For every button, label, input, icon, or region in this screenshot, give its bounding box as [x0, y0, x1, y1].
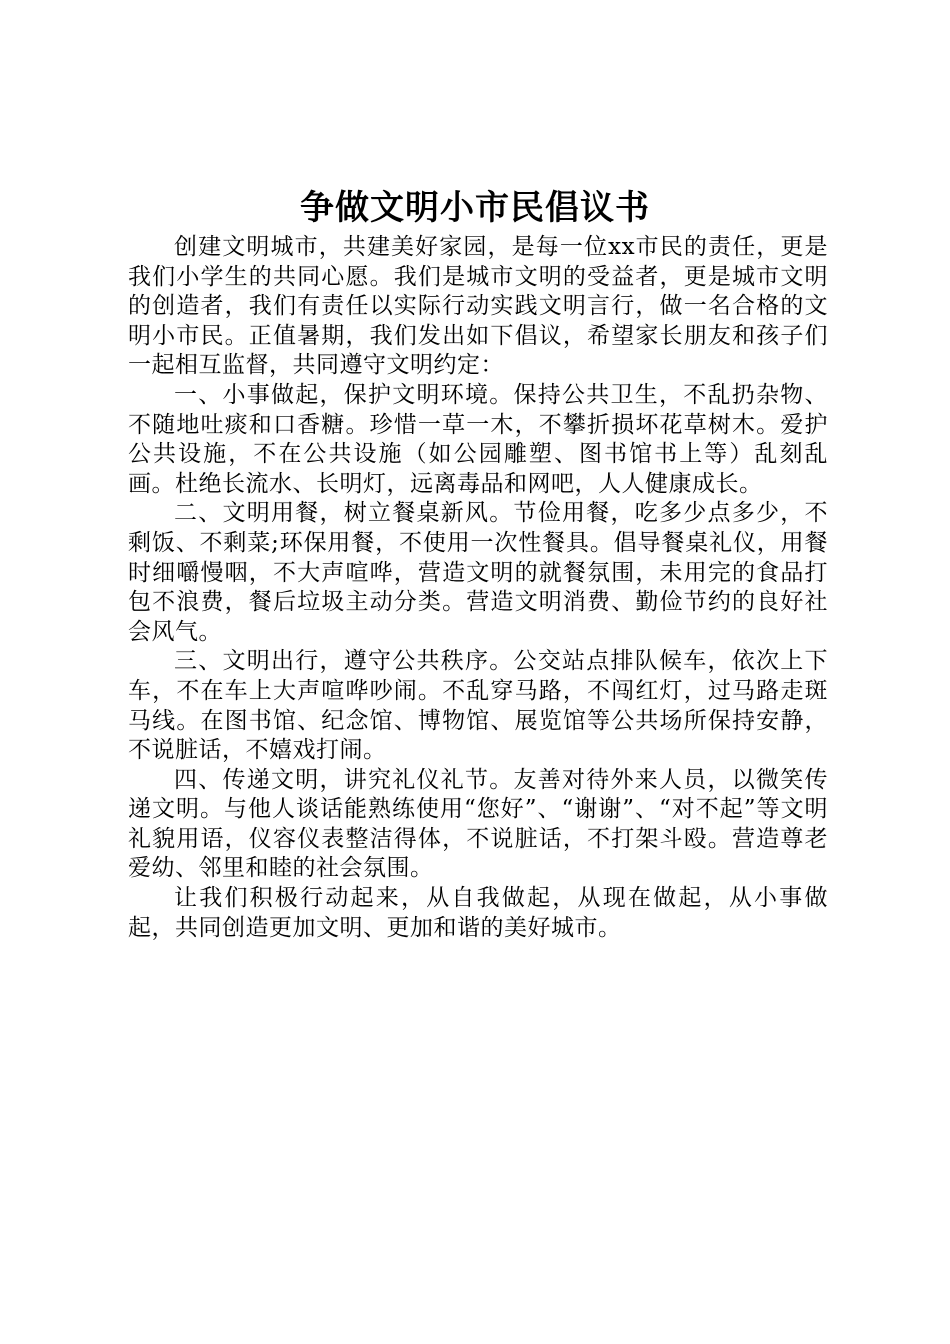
paragraph-closing: 让我们积极行动起来，从自我做起，从现在做起，从小事做起，共同创造更加文明、更加和谐的美好城市。 [128, 885, 828, 941]
paragraph-item-2: 二、文明用餐，树立餐桌新风。节俭用餐，吃多少点多少，不剩饭、不剩菜;环保用餐，不使用一次性餐具。倡导餐桌礼仪，用餐时细嚼慢咽，不大声喧哗，营造文明的就餐氛围，未用完的食品打包不浪费，餐后垃圾主动分类。营造文明消费、勤俭节约的良好社会风气。 [128, 500, 828, 645]
paragraph-intro: 创建文明城市，共建美好家园，是每一位xx市民的责任，更是我们小学生的共同心愿。我们是城市文明的受益者，更是城市文明的创造者，我们有责任以实际行动实践文明言行，做一名合格的文明小市民。正值暑期，我们发出如下倡议，希望家长朋友和孩子们一起相互监督，共同遵守文明约定： [128, 234, 828, 379]
paragraph-item-4: 四、传递文明，讲究礼仪礼节。友善对待外来人员，以微笑传递文明。与他人谈话能熟练使用“您好”、“谢谢”、“对不起”等文明礼貌用语，仪容仪表整洁得体，不说脏话，不打架斗殴。营造尊老爱幼、邻里和睦的社会氛围。 [128, 766, 828, 882]
paragraph-item-3: 三、文明出行，遵守公共秩序。公交站点排队候车，依次上下车，不在车上大声喧哗吵闹。不乱穿马路，不闯红灯，过马路走斑马线。在图书馆、纪念馆、博物馆、展览馆等公共场所保持安静，不说脏话，不嬉戏打闹。 [128, 648, 828, 764]
document-body [128, 233, 828, 943]
paragraph-item-1: 一、小事做起，保护文明环境。保持公共卫生，不乱扔杂物、不随地吐痰和口香糖。珍惜一草一木，不攀折损坏花草树木。爱护公共设施，不在公共设施（如公园雕塑、图书馆书上等）乱刻乱画。杜绝长流水、长明灯，远离毒品和网吧，人人健康成长。 [128, 381, 828, 497]
document-title: 争做文明小市民倡议书 [300, 188, 650, 228]
